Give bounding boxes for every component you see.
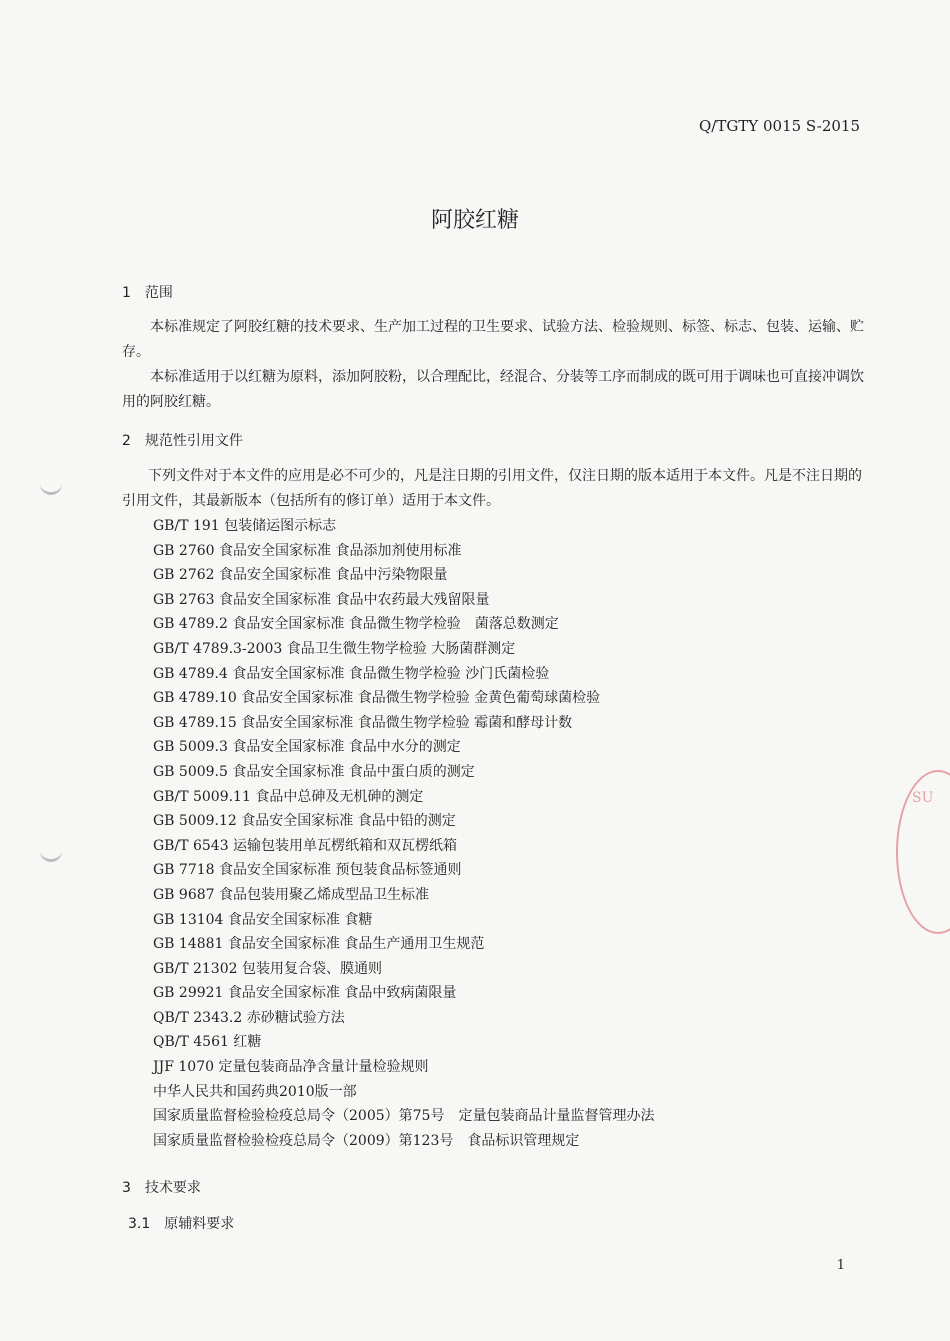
reference-item: GB 29921 食品安全国家标准 食品中致病菌限量 xyxy=(153,985,457,1002)
reference-item: GB/T 6543 运输包装用单瓦楞纸箱和双瓦楞纸箱 xyxy=(153,837,458,854)
document-title: 阿胶红糖 xyxy=(430,208,519,233)
reference-item: GB 2763 食品安全国家标准 食品中农药最大残留限量 xyxy=(153,591,490,608)
reference-item: GB/T 191 包装储运图示标志 xyxy=(153,518,337,534)
reference-item: GB 5009.5 食品安全国家标准 食品中蛋白质的测定 xyxy=(153,763,475,780)
section-2-paragraph-1: 下列文件对于本文件的应用是必不可少的，凡是注日期的引用文件，仅注日期的版本适用于本文件。凡是不注日期的引用文件，其最新版本（包括所有的修订单）适用于本文件。 xyxy=(122,468,862,509)
reference-list xyxy=(153,514,654,1153)
reference-item: GB/T 21302 包装用复合袋、膜通则 xyxy=(153,960,382,977)
section-3-heading: 3 技术要求 xyxy=(122,1180,201,1196)
reference-item: GB 14881 食品安全国家标准 食品生产通用卫生规范 xyxy=(153,936,485,953)
section-2-heading: 2 规范性引用文件 xyxy=(122,433,243,449)
reference-item: JJF 1070 定量包装商品净含量计量检验规则 xyxy=(153,1059,429,1076)
reference-item: 国家质量监督检验检疫总局令（2005）第75号 定量包装商品计量监督管理办法 xyxy=(153,1108,655,1125)
section-1-paragraph-2: 本标准适用于以红糖为原料，添加阿胶粉，以合理配比，经混合、分装等工序而制成的既可用于调味也可直接冲调饮用的阿胶红糖。 xyxy=(122,369,864,410)
reference-item: GB 2762 食品安全国家标准 食品中污染物限量 xyxy=(153,567,448,584)
reference-item: GB 13104 食品安全国家标准 食糖 xyxy=(153,911,373,928)
reference-item: GB 4789.10 食品安全国家标准 食品微生物学检验 金黄色葡萄球菌检验 xyxy=(153,690,601,707)
stamp-text: SU xyxy=(912,790,934,806)
reference-item: GB/T 4789.3-2003 食品卫生微生物学检验 大肠菌群测定 xyxy=(153,640,516,657)
punch-hole-mark xyxy=(40,478,62,495)
reference-item: GB 4789.2 食品安全国家标准 食品微生物学检验 菌落总数测定 xyxy=(153,616,559,633)
reference-item: GB 4789.15 食品安全国家标准 食品微生物学检验 霉菌和酵母计数 xyxy=(153,714,573,731)
standard-code: Q/TGTY 0015 S-2015 xyxy=(698,117,860,135)
reference-item: 国家质量监督检验检疫总局令（2009）第123号 食品标识管理规定 xyxy=(153,1132,580,1149)
page-number: 1 xyxy=(836,1258,845,1273)
section-1-paragraph-1: 本标准规定了阿胶红糖的技术要求、生产加工过程的卫生要求、试验方法、检验规则、标签、标志、包装、运输、贮存。 xyxy=(122,319,864,360)
reference-item: GB/T 5009.11 食品中总砷及无机砷的测定 xyxy=(153,788,424,805)
reference-item: GB 9687 食品包装用聚乙烯成型品卫生标准 xyxy=(153,886,430,903)
punch-hole-mark xyxy=(40,845,62,862)
section-1-heading: 1 范围 xyxy=(122,285,173,301)
reference-item: QB/T 2343.2 赤砂糖试验方法 xyxy=(153,1009,345,1026)
reference-item: 中华人民共和国药典2010版一部 xyxy=(153,1083,357,1100)
reference-item: GB 5009.12 食品安全国家标准 食品中铅的测定 xyxy=(153,813,456,830)
section-3-1-heading: 3.1 原辅料要求 xyxy=(128,1216,235,1232)
reference-item: GB 7718 食品安全国家标准 预包装食品标签通则 xyxy=(153,862,462,879)
red-seal-stamp xyxy=(896,770,950,934)
reference-item: GB 4789.4 食品安全国家标准 食品微生物学检验 沙门氏菌检验 xyxy=(153,665,550,682)
reference-item: QB/T 4561 红糖 xyxy=(153,1034,262,1051)
reference-item: GB 5009.3 食品安全国家标准 食品中水分的测定 xyxy=(153,739,461,756)
reference-item: GB 2760 食品安全国家标准 食品添加剂使用标准 xyxy=(153,542,462,559)
